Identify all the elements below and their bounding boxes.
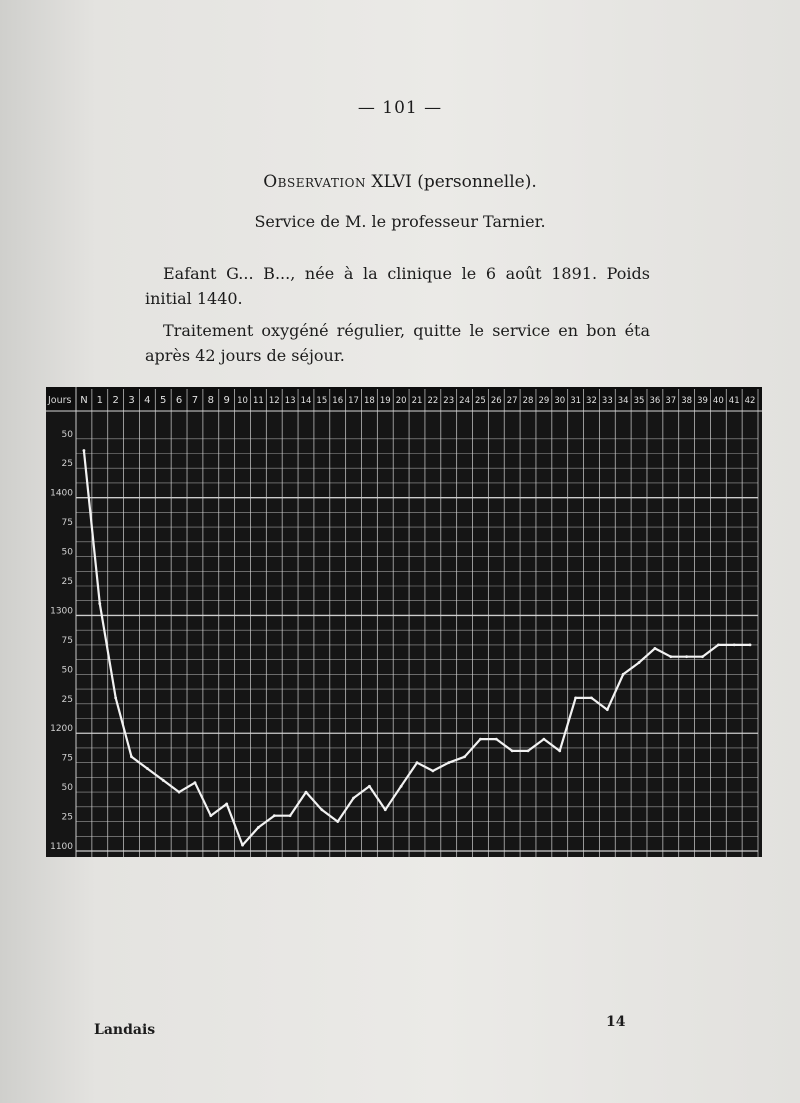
- y-tick-label: 50: [61, 547, 73, 558]
- data-point: [400, 785, 403, 788]
- y-tick-label: 25: [61, 694, 73, 705]
- data-point: [336, 820, 339, 823]
- data-point: [749, 643, 752, 646]
- data-point: [431, 770, 434, 773]
- data-point: [384, 808, 387, 811]
- y-tick-label: 75: [61, 518, 73, 529]
- x-tick-label: 16: [332, 396, 344, 406]
- data-point: [320, 808, 323, 811]
- data-point: [574, 696, 577, 699]
- data-point: [194, 781, 197, 784]
- observation-title: [0, 172, 800, 192]
- service-line: Service de M. le professeur Tarnier.: [254, 212, 546, 231]
- x-tick-label: 10: [237, 396, 248, 406]
- x-tick-label: 7: [191, 395, 199, 406]
- x-tick-label: 34: [617, 396, 629, 406]
- data-point: [225, 802, 228, 805]
- x-tick-label: 8: [207, 395, 215, 406]
- x-tick-label: 40: [712, 396, 724, 406]
- x-tick-label: 28: [522, 396, 534, 406]
- x-tick-label: 14: [300, 396, 312, 406]
- x-tick-label: 25: [475, 396, 486, 406]
- data-point: [463, 755, 466, 758]
- data-point: [352, 797, 355, 800]
- data-point: [416, 761, 419, 764]
- x-tick-label: N: [80, 395, 88, 406]
- x-tick-label: 13: [284, 396, 296, 406]
- y-tick-label: 25: [61, 459, 73, 470]
- data-point: [146, 767, 149, 770]
- data-point: [669, 655, 672, 658]
- y-tick-label: 50: [61, 783, 73, 794]
- x-tick-label: 21: [411, 396, 423, 406]
- observation-title-rest: XLVI (personnelle).: [366, 172, 537, 192]
- weight-chart: [46, 387, 762, 857]
- data-point: [368, 785, 371, 788]
- data-point: [447, 761, 450, 764]
- treatment-paragraph: Traitement oxygéné régulier, quitte le service en bon éta après 42 jours de séjour.: [145, 321, 650, 365]
- y-tick-label: 50: [61, 429, 73, 440]
- x-tick-label: 23: [443, 396, 455, 406]
- x-tick-label: 11: [252, 396, 264, 406]
- data-point: [685, 655, 688, 658]
- data-point: [527, 749, 530, 752]
- x-tick-label: 32: [586, 396, 597, 406]
- data-point: [83, 449, 86, 452]
- y-tick-label: 1300: [50, 606, 73, 617]
- data-point: [479, 738, 482, 741]
- x-tick-label: 22: [427, 396, 439, 406]
- data-point: [542, 738, 545, 741]
- bleed-through-text: [160, 895, 660, 917]
- x-axis-header-label: Jours: [48, 395, 72, 406]
- x-tick-label: 1: [96, 395, 103, 406]
- x-tick-label: 41: [728, 396, 740, 406]
- y-tick-label: 75: [61, 753, 73, 764]
- x-tick-label: 6: [175, 395, 183, 406]
- observation-title-prefix: Observation: [263, 172, 367, 192]
- data-point: [209, 814, 212, 817]
- x-tick-label: 39: [697, 396, 708, 406]
- x-tick-label: 4: [144, 395, 151, 406]
- y-tick-label: 1400: [50, 488, 73, 499]
- y-tick-label: 1100: [50, 842, 73, 852]
- data-point: [654, 647, 657, 650]
- data-point: [590, 696, 593, 699]
- weight-chart-svg: [46, 387, 762, 857]
- x-tick-label: 37: [665, 396, 677, 406]
- x-tick-label: 20: [395, 396, 407, 406]
- data-point: [130, 755, 133, 758]
- y-tick-label: 25: [61, 577, 73, 587]
- x-tick-label: 5: [160, 395, 167, 406]
- x-tick-label: 33: [601, 396, 613, 406]
- x-tick-label: 9: [223, 395, 230, 406]
- data-point: [717, 643, 720, 646]
- data-point: [701, 655, 704, 658]
- y-tick-label: 50: [61, 665, 73, 676]
- chart-background: [46, 387, 762, 857]
- x-tick-label: 36: [649, 396, 661, 406]
- x-tick-label: 12: [268, 396, 280, 406]
- footer-sheet-number: 14: [606, 1014, 626, 1030]
- data-point: [558, 749, 561, 752]
- x-tick-label: 38: [681, 396, 693, 406]
- data-point: [495, 738, 498, 741]
- x-tick-label: 26: [490, 396, 502, 406]
- x-tick-label: 27: [506, 396, 518, 406]
- y-tick-label: 1200: [50, 724, 73, 735]
- x-tick-label: 18: [364, 396, 375, 406]
- data-point: [98, 602, 101, 605]
- x-tick-label: 29: [538, 396, 550, 406]
- x-tick-label: 19: [379, 396, 391, 406]
- y-tick-label: 75: [61, 635, 73, 646]
- footer-signature: Landais: [94, 1022, 156, 1038]
- x-tick-label: 3: [128, 395, 135, 406]
- x-tick-label: 31: [570, 396, 582, 406]
- data-point: [305, 791, 308, 794]
- x-tick-label: 42: [744, 396, 756, 406]
- x-tick-label: 17: [348, 396, 359, 406]
- data-point: [733, 643, 736, 646]
- data-point: [257, 826, 260, 829]
- data-point: [511, 749, 514, 752]
- x-tick-label: 2: [112, 395, 119, 406]
- data-point: [241, 844, 244, 847]
- data-point: [622, 673, 625, 676]
- data-point: [178, 791, 181, 794]
- data-point: [638, 661, 641, 664]
- x-tick-label: 24: [459, 396, 470, 406]
- x-tick-label: 35: [633, 396, 645, 406]
- data-point: [289, 814, 292, 817]
- data-point: [114, 696, 117, 699]
- page-number: — 101 —: [357, 98, 443, 118]
- y-tick-label: 25: [61, 812, 73, 823]
- data-point: [606, 708, 609, 711]
- x-tick-label: 30: [554, 396, 566, 406]
- x-tick-label: 15: [316, 396, 328, 406]
- patient-paragraph: Eafant G... B..., née à la clinique le 6 août 1891. Poids initial 1440.: [145, 264, 650, 308]
- data-point: [162, 779, 165, 782]
- data-point: [273, 814, 276, 817]
